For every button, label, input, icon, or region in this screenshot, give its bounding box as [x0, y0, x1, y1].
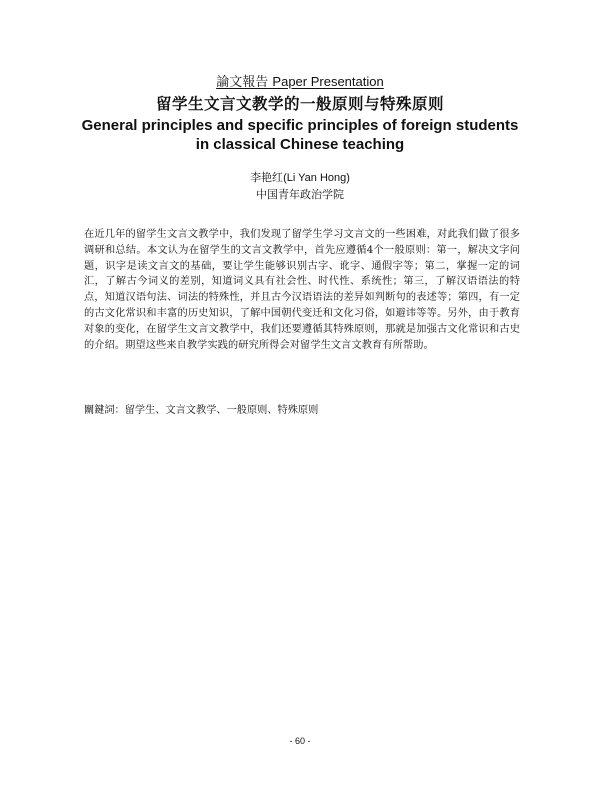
keywords-line	[84, 403, 520, 418]
author-affiliation: 中国青年政治学院	[256, 188, 344, 201]
section-label-en: Paper Presentation	[272, 74, 384, 89]
abstract-text: 在近几年的留学生文言文教学中，我们发现了留学生学习文言文的一些困难，对此我们做了很多调研和总结。本文认为在留学生的文言文教学中，首先应遵循4个一般原则：第一，解决文字问题，识字是读文言文的基础，要让学生能够识别古字、讹字、通假字等；第二，掌握一定的词汇，了解古今词义的差别，知道词义具有社会性、时代性、系统性；第三，了解汉语语法的特点，知道汉语句法、词法的特殊性，并且古今汉语语法的差异如判断句的表述等；第四，有一定的古文化常识和丰富的历史知识，了解中国朝代变迁和文化习俗，如避讳等等。另外，由于教育对象的变化，在留学生文言文教学中，我们还要遵循其特殊原则，那就是加强古文化常识和古史的介绍。期望这些来自教学实践的研究所得会对留学生文言文教育有所帮助。	[84, 229, 520, 351]
author-name-en: (Li Yan Hong)	[283, 172, 350, 184]
keywords-label: 關鍵詞：	[84, 405, 125, 416]
title-english: General principles and specific principles of foreign students in classical Chinese teaching	[81, 117, 519, 153]
section-label-zh: 論文報告	[216, 75, 269, 90]
section-label	[0, 74, 600, 91]
title-chinese: 留学生文言文教学的一般原则与特殊原则	[155, 94, 444, 113]
author-name-zh: 李艳红	[250, 171, 284, 184]
keywords-text: 留学生、文言文教学、一般原则、特殊原则	[124, 405, 319, 416]
author-line	[0, 170, 600, 186]
section-label-underline	[216, 75, 383, 90]
page-number: - 60 -	[289, 736, 311, 746]
